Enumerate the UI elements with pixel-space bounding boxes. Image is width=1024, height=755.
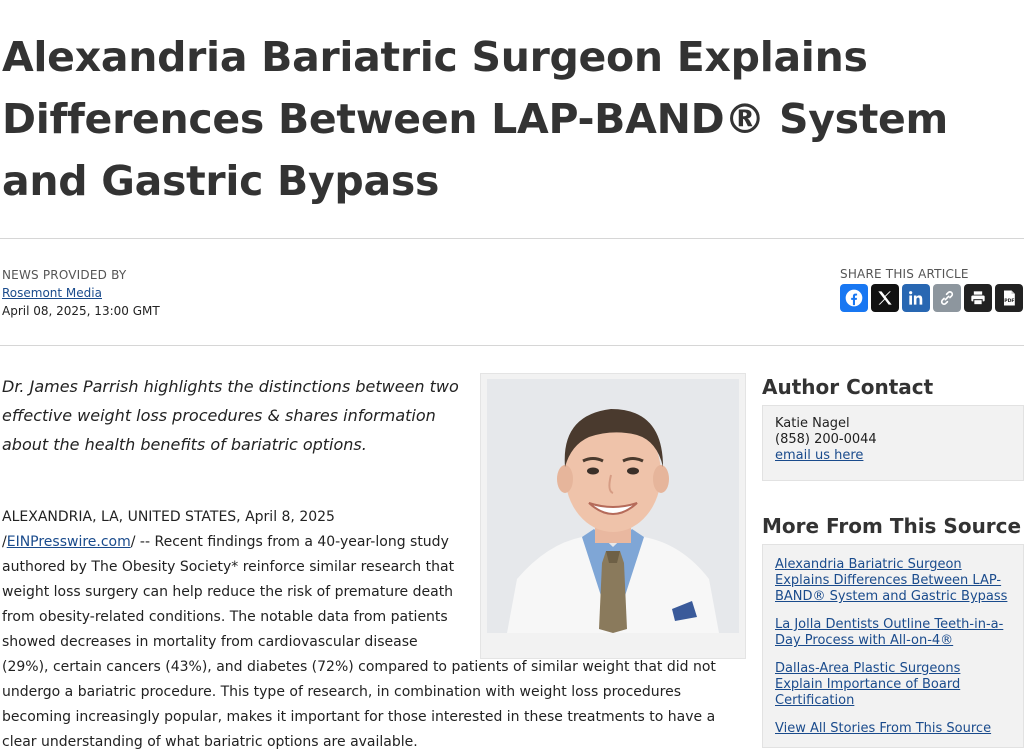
more-story-link[interactable]: La Jolla Dentists Outline Teeth-in-a-Day Process with All-on-4® (775, 617, 1004, 648)
article-headline: Alexandria Bariatric Surgeon Explains Differences Between LAP-BAND® System and Gastric Bypass (2, 33, 948, 205)
divider-bottom (0, 345, 1024, 346)
article-date: April 08, 2025, 13:00 GMT (2, 304, 160, 318)
einpresswire-link[interactable]: EINPresswire.com (6, 534, 131, 550)
article-body (2, 505, 747, 755)
photo-float-spacer (467, 505, 747, 655)
author-contact-box (762, 405, 1024, 481)
more-story-link[interactable]: Alexandria Bariatric Surgeon Explains Differences Between LAP-BAND® System and Gastric Bypass (775, 557, 1008, 604)
more-from-source-box (762, 544, 1024, 748)
x-icon[interactable] (871, 284, 899, 312)
author-contact-heading: Author Contact (762, 375, 934, 399)
provider-link[interactable]: Rosemont Media (2, 286, 102, 300)
article-meta (2, 266, 160, 320)
sidebar (762, 372, 1024, 748)
view-all-stories-link[interactable]: View All Stories From This Source (775, 721, 992, 736)
share-icons (840, 284, 1023, 312)
more-from-source-heading: More From This Source (762, 514, 1022, 538)
more-story-link[interactable]: Dallas-Area Plastic Surgeons Explain Importance of Board Certification (775, 661, 961, 708)
divider-top (0, 238, 1024, 239)
article-lead: Dr. James Parrish highlights the distinctions between two effective weight loss procedures & shares information about the health benefits of bariatric options. (2, 377, 459, 454)
contact-email-link[interactable]: email us here (775, 448, 864, 463)
facebook-icon[interactable] (840, 284, 868, 312)
share-panel (840, 266, 1023, 312)
body-prefix: / (2, 534, 7, 550)
article-dateline: ALEXANDRIA, LA, UNITED STATES, April 8, 2025 (2, 509, 335, 525)
news-provided-by-label: NEWS PROVIDED BY (2, 268, 127, 282)
pdf-icon[interactable] (995, 284, 1023, 312)
copy-link-icon[interactable] (933, 284, 961, 312)
contact-phone: (858) 200-0044 (775, 432, 877, 447)
print-icon[interactable] (964, 284, 992, 312)
linkedin-icon[interactable] (902, 284, 930, 312)
svg-text:PDF: PDF (1004, 299, 1015, 305)
contact-name: Katie Nagel (775, 416, 850, 431)
share-label: SHARE THIS ARTICLE (840, 267, 969, 281)
body-paragraph: / -- Recent findings from a 40-year-long study authored by The Obesity Society* reinforce similar research that weight loss surgery can help reduce the risk of premature death from obesity-related conditions. The notable data from patients showed decreases in mortality from cardiovascular disease (29%), certain cancers (43%), and diabetes (72%) compared to patients of similar weight that did not undergo a bariatric procedure. This type of research, in combination with weight loss procedures becoming increasingly popular, makes it important for those interested in these treatments to have a clear understanding of what bariatric options are available. (2, 534, 716, 750)
